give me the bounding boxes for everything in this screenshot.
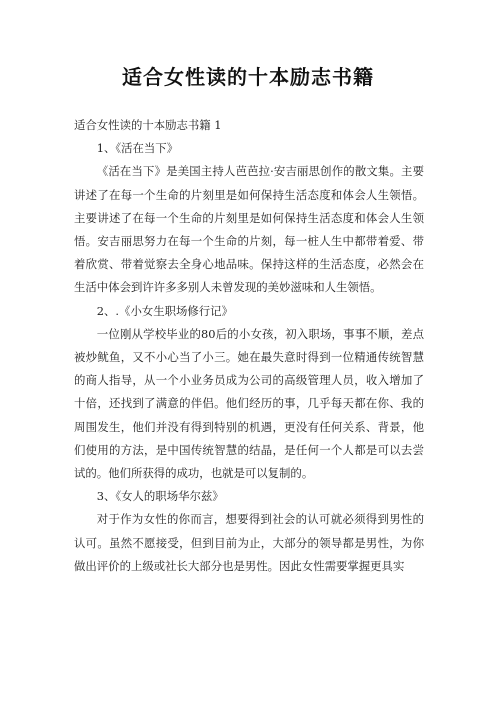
document-body	[74, 114, 424, 578]
document-subtitle: 适合女性读的十本励志书籍 1	[74, 118, 222, 132]
document-title: 适合女性读的十本励志书籍	[122, 65, 374, 89]
section-paragraph-2: 一位刚从学校毕业的80后的小女孩，初入职场，事事不顺，差点被炒鱿鱼，又不小心当了小三。她在最失意时得到一位精通传统智慧的商人指导，从一个小业务员成为公司的高级管理人员，收入增加了十倍，还找到了满意的伴侣。他们经历的事，几乎每天都在你、我的周围发生，他们并没有得到特别的机遇，更没有任何关系、背景，他们使用的方法，是中国传统智慧的结晶，是任何一个人都是可以去尝试的。他们所获得的成功，也就是可以复制的。	[74, 326, 424, 481]
section-heading-1: 1、《活在当下》	[96, 141, 179, 156]
section-heading-2: 2、.《小女生职场修行记》	[96, 303, 233, 318]
section-paragraph-1: 《活在当下》是美国主持人芭芭拉·安吉丽思创作的散文集。主要讲述了在每一个生命的片刻里是如何保持生活态度和体会人生领悟。主要讲述了在每一个生命的片刻里是如何保持生活态度和体会人生领悟。安吉丽思努力在每一个生命的片刻，每一桩人生中都带着爱、带着欣赏、带着觉察去全身心地品味。保持这样的生活态度，必然会在生活中体会到许许多多别人未曾发现的美妙滋味和人生领悟。	[74, 164, 424, 295]
section-heading-3: 3、《女人的职场华尔兹》	[96, 489, 224, 504]
section-paragraph-3: 对于作为女性的你而言，想要得到社会的认可就必须得到男性的认可。虽然不愿接受，但到目前为止，大部分的领导都是男性，为你做出评价的上级或社长大部分也是男性。因此女性需要掌握更具实	[74, 512, 424, 573]
